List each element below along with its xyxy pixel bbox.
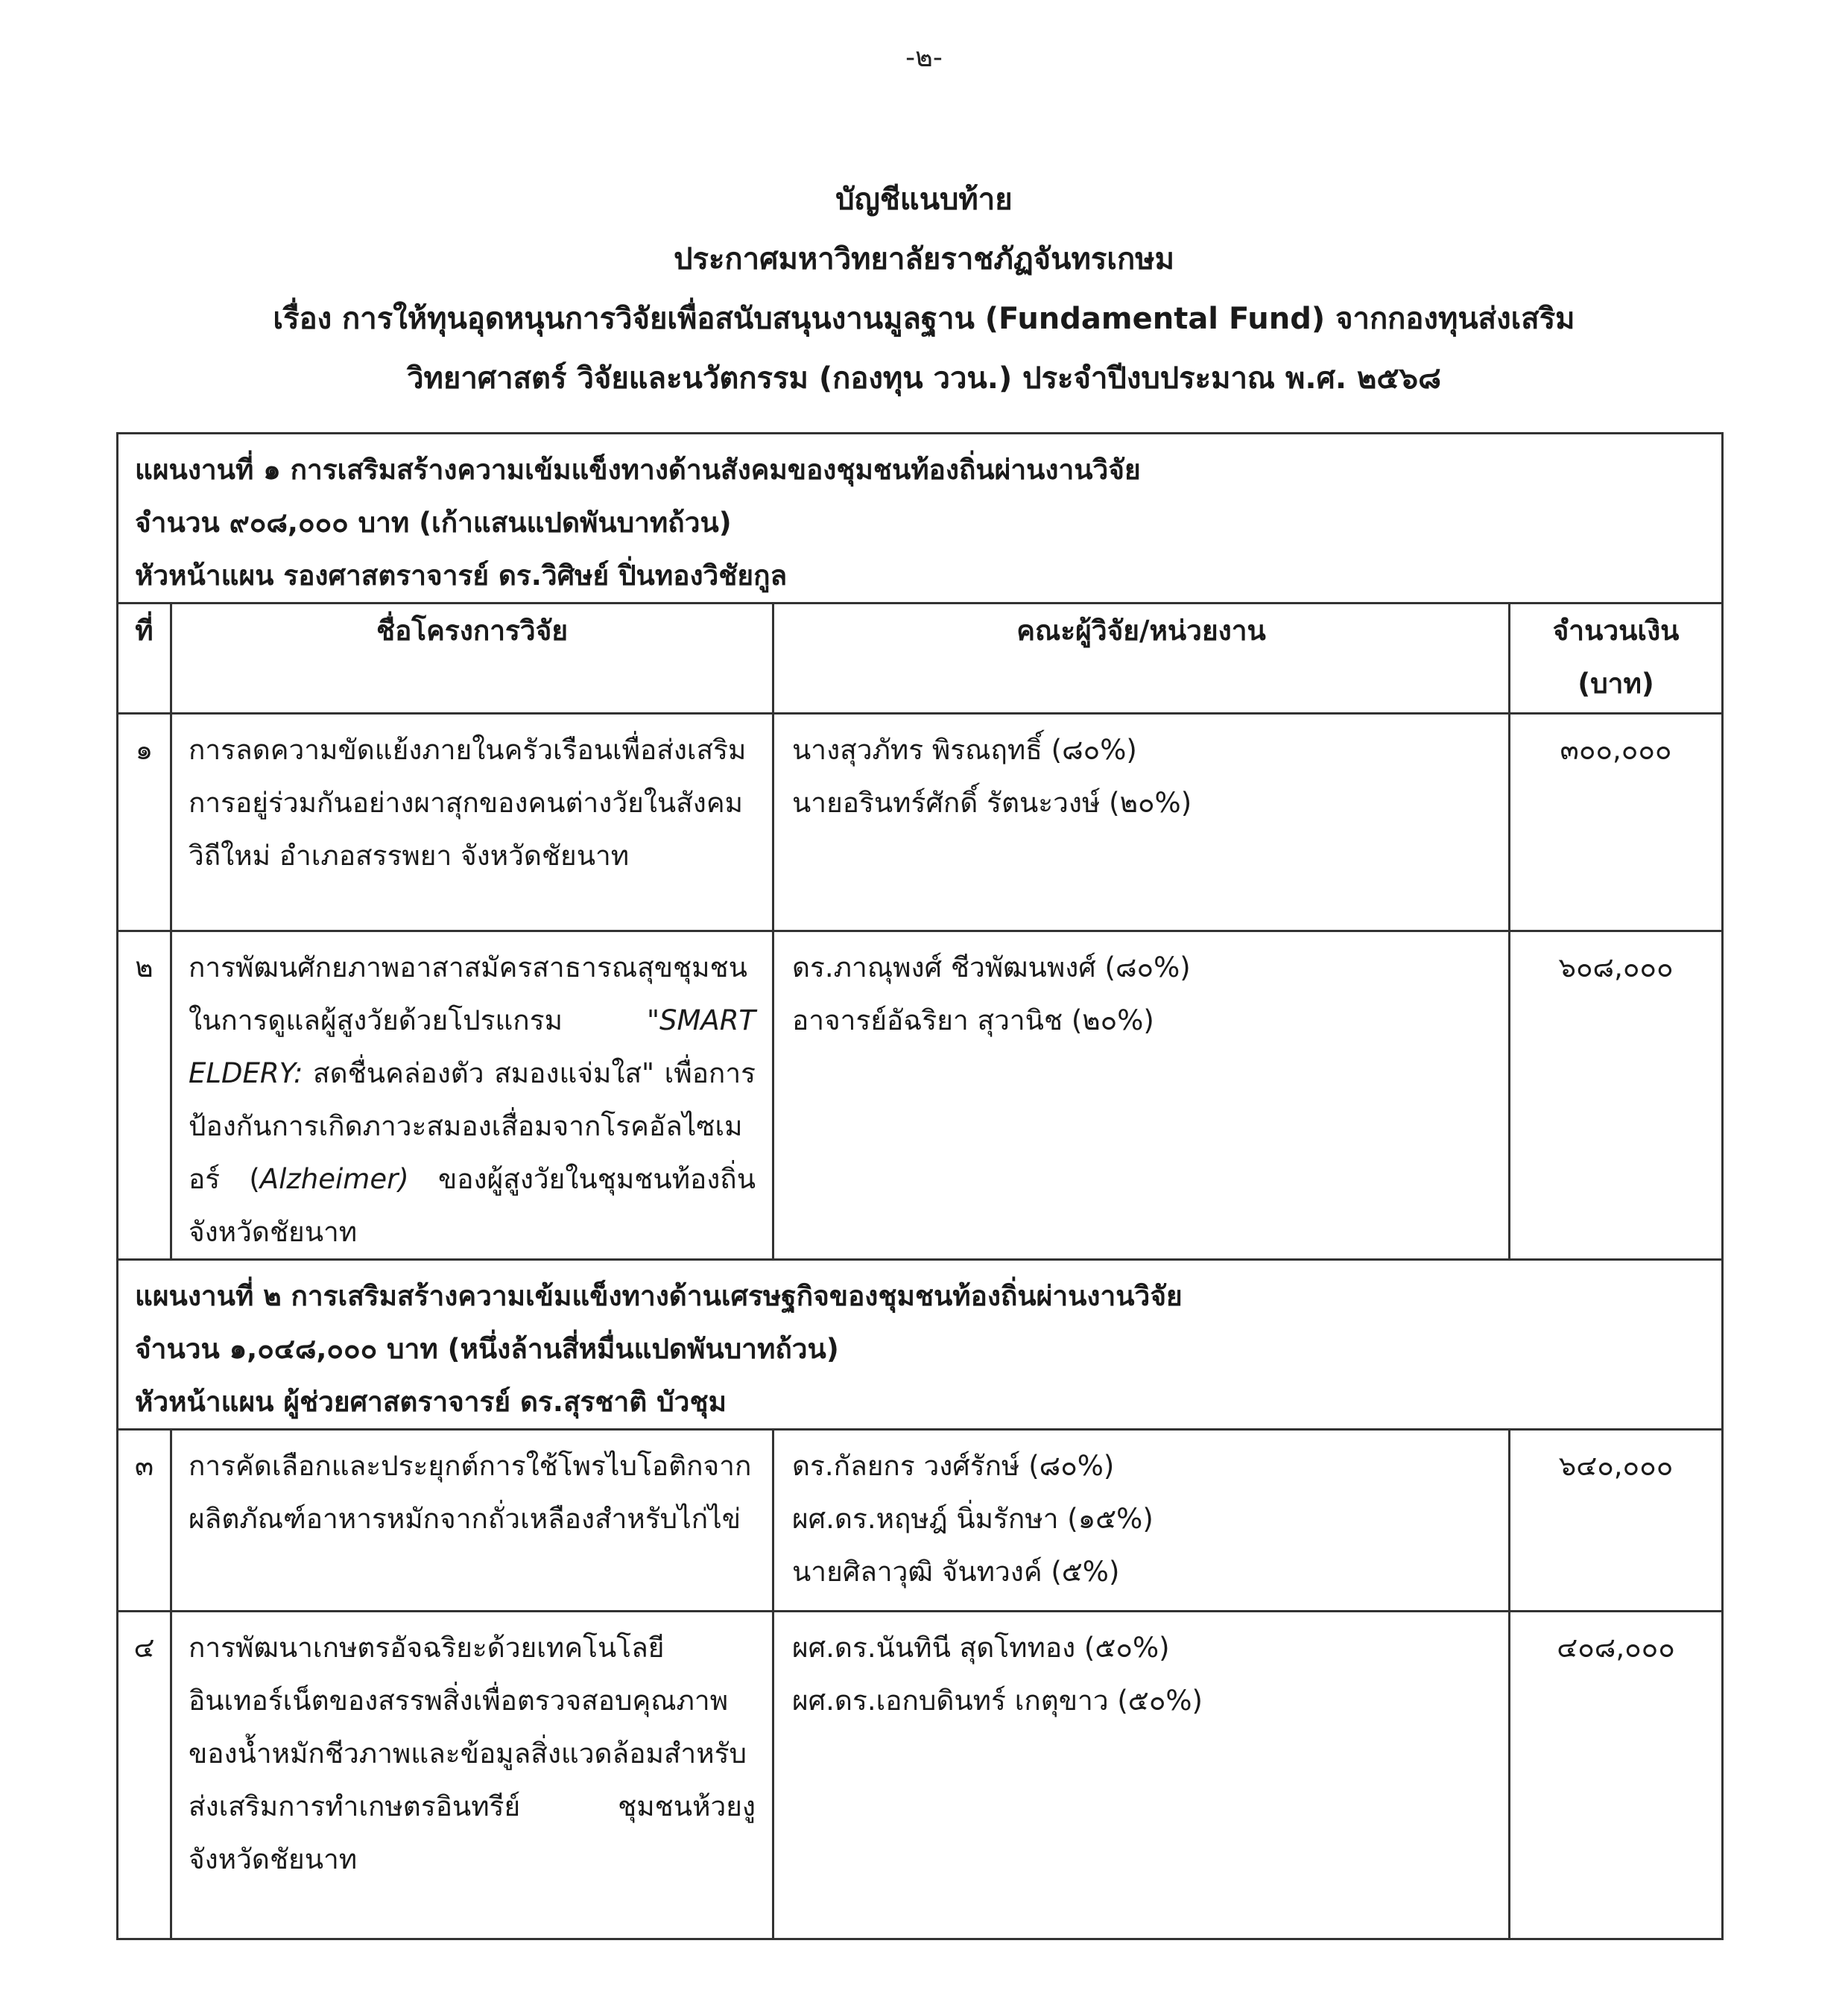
title-text: การพัฒนศักยภาพอาสาสมัครสาธารณสุขชุมชนในการดูแลผู้สูงวัยด้วยโปรแกรม " bbox=[189, 951, 747, 1036]
plan-header-row bbox=[118, 434, 1723, 603]
row-number: ๓ bbox=[118, 1430, 171, 1612]
project-amount: ๖๐๘,๐๐๐ bbox=[1510, 931, 1723, 1260]
project-title: การคัดเลือกและประยุกต์การใช้โพรไบโอติกจากผลิตภัณฑ์อาหารหมักจากถั่วเหลืองสำหรับไก่ไข่ bbox=[171, 1430, 773, 1612]
project-amount: ๓๐๐,๐๐๐ bbox=[1510, 714, 1723, 931]
plan-header-row bbox=[118, 1260, 1723, 1430]
research-team bbox=[773, 1612, 1510, 1939]
col-header-amount-line2: (บาท) bbox=[1578, 668, 1654, 700]
document-title bbox=[0, 170, 1848, 408]
team-member: ผศ.ดร.หฤษฎ์ นิ่มรักษา (๑๕%) bbox=[792, 1503, 1154, 1535]
title-line-2: ประกาศมหาวิทยาลัยราชภัฏจันทรเกษม bbox=[674, 242, 1174, 276]
team-member: นางสุวภัทร พิรณฤทธิ์ (๘๐%) bbox=[792, 734, 1137, 766]
table-row bbox=[118, 1612, 1723, 1939]
title-italic-text: Alzheimer) bbox=[259, 1163, 409, 1195]
project-title: การพัฒนาเกษตรอัจฉริยะด้วยเทคโนโลยีอินเทอร์เน็ตของสรรพสิ่งเพื่อตรวจสอบคุณภาพของน้ำหมักชีวภาพและข้อมูลสิ่งแวดล้อมสำหรับส่งเสริมการทำเกษตรอินทรีย์ ชุมชนห้วยงู จังหวัดชัยนาท bbox=[171, 1612, 773, 1939]
title-line-1: บัญชีแนบท้าย bbox=[835, 183, 1013, 217]
research-team bbox=[773, 1430, 1510, 1612]
team-member: ดร.กัลยกร วงศ์รักษ์ (๘๐%) bbox=[792, 1450, 1115, 1482]
project-title: การลดความขัดแย้งภายในครัวเรือนเพื่อส่งเสริมการอยู่ร่วมกันอย่างผาสุกของคนต่างวัยในสังคมวิถีใหม่ อำเภอสรรพยา จังหวัดชัยนาท bbox=[171, 714, 773, 931]
plan-leader: หัวหน้าแผน รองศาสตราจารย์ ดร.วิศิษย์ ปิ่นทองวิชัยกูล bbox=[135, 560, 788, 592]
team-member: ผศ.ดร.นันทินี สุดโททอง (๕๐%) bbox=[792, 1632, 1170, 1664]
col-header-project: ชื่อโครงการวิจัย bbox=[171, 603, 773, 714]
title-italic-text: SMART ELDERY: bbox=[189, 1004, 756, 1089]
team-member: อาจารย์อัฉริยา สุวานิช (๒๐%) bbox=[792, 1004, 1154, 1036]
plan-amount: จำนวน ๑,๐๔๘,๐๐๐ บาท (หนึ่งล้านสี่หมื่นแปดพันบาทถ้วน) bbox=[135, 1333, 839, 1365]
col-header-team: คณะผู้วิจัย/หน่วยงาน bbox=[773, 603, 1510, 714]
row-number: ๔ bbox=[118, 1612, 171, 1939]
row-number: ๒ bbox=[118, 931, 171, 1260]
plan-amount: จำนวน ๙๐๘,๐๐๐ บาท (เก้าแสนแปดพันบาทถ้วน) bbox=[135, 507, 732, 539]
col-header-amount bbox=[1510, 603, 1723, 714]
col-header-no: ที่ bbox=[118, 603, 171, 714]
project-amount: ๖๔๐,๐๐๐ bbox=[1510, 1430, 1723, 1612]
project-amount: ๔๐๘,๐๐๐ bbox=[1510, 1612, 1723, 1939]
col-header-amount-line1: จำนวนเงิน bbox=[1552, 615, 1680, 647]
funding-table bbox=[116, 432, 1724, 1940]
page-number: -๒- bbox=[905, 42, 943, 73]
plan-title: แผนงานที่ ๑ การเสริมสร้างความเข้มแข็งทางด้านสังคมของชุมชนท้องถิ่นผ่านงานวิจัย bbox=[135, 454, 1141, 486]
row-number: ๑ bbox=[118, 714, 171, 931]
research-team bbox=[773, 714, 1510, 931]
team-member: ดร.ภาณุพงศ์ ชีวพัฒนพงศ์ (๘๐%) bbox=[792, 951, 1191, 983]
research-team bbox=[773, 931, 1510, 1260]
plan-2-info bbox=[118, 1260, 1723, 1430]
table-row bbox=[118, 714, 1723, 931]
table-row bbox=[118, 1430, 1723, 1612]
team-member: ผศ.ดร.เอกบดินทร์ เกตุขาว (๕๐%) bbox=[792, 1685, 1203, 1717]
project-title bbox=[171, 931, 773, 1260]
title-line-3: เรื่อง การให้ทุนอุดหนุนการวิจัยเพื่อสนับสนุนงานมูลฐาน (Fundamental Fund) จากกองทุนส่งเสริม bbox=[273, 302, 1575, 336]
title-text: สดชื่นคล่องตัว สมองแจ่มใส" เพื่อการป้องกันการเกิดภาวะสมองเสื่อมจากโรคอัลไซเมอร์ ( bbox=[189, 1057, 756, 1195]
plan-title: แผนงานที่ ๒ การเสริมสร้างความเข้มแข็งทางด้านเศรษฐกิจของชุมชนท้องถิ่นผ่านงานวิจัย bbox=[135, 1280, 1183, 1312]
title-line-4: วิทยาศาสตร์ วิจัยและนวัตกรรม (กองทุน ววน.) ประจำปีงบประมาณ พ.ศ. ๒๕๖๘ bbox=[407, 361, 1441, 396]
team-member: นายอรินทร์ศักดิ์ รัตนะวงษ์ (๒๐%) bbox=[792, 787, 1192, 819]
column-header-row bbox=[118, 603, 1723, 714]
table-row bbox=[118, 931, 1723, 1260]
plan-leader: หัวหน้าแผน ผู้ช่วยศาสตราจารย์ ดร.สุรชาติ บัวชุม bbox=[135, 1386, 727, 1418]
team-member: นายศิลาวุฒิ จันทวงค์ (๕%) bbox=[792, 1556, 1120, 1588]
plan-1-info bbox=[118, 434, 1723, 603]
title-text: ของผู้สูงวัยในชุมชนท้องถิ่นจังหวัดชัยนาท bbox=[189, 1163, 756, 1248]
